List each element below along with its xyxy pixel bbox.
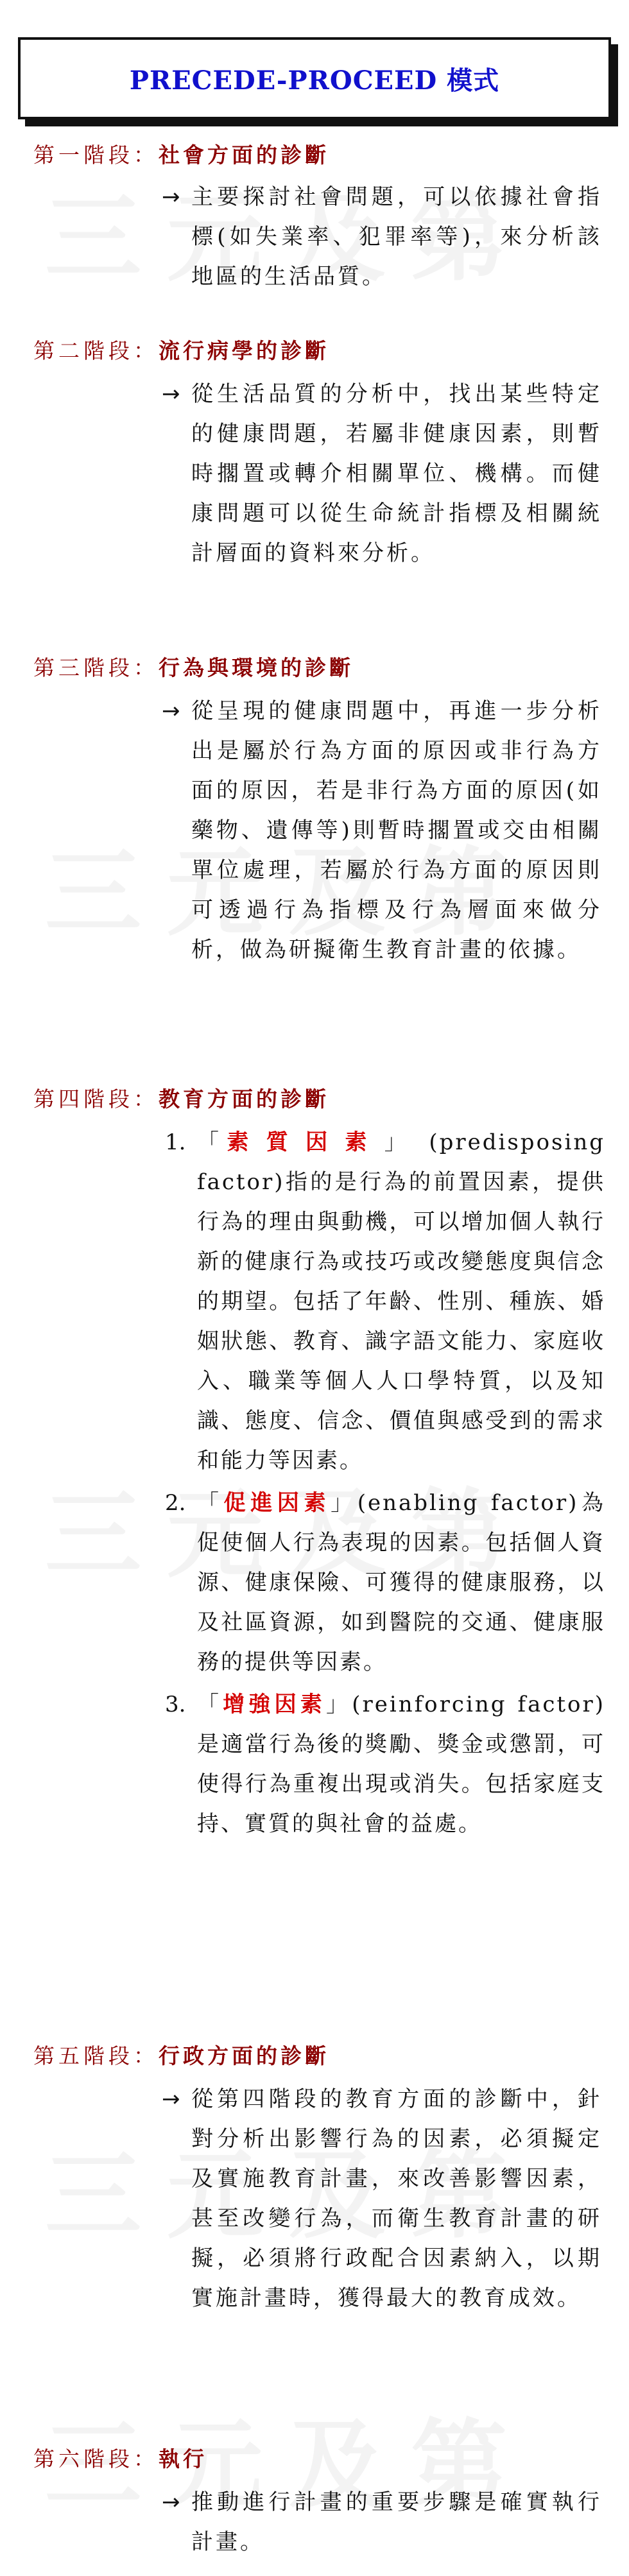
factor-close-bracket: 」 [325,1692,352,1717]
stage-text: 從生活品質的分析中，找出某些特定的健康問題，若屬非健康因素，則暫時擱置或轉介相關單位、機構。而健康問題可以從生命統計指標及相關統計層面的資料來分析。 [191,381,602,566]
factor-item-predisposing [165,1122,605,1481]
factor-english: (predisposing factor) [197,1129,606,1195]
title-box [18,37,611,119]
factor-number: 1. [165,1129,186,1155]
stage-label: 第四階段： [33,1086,159,1112]
stage-heading [33,1084,598,1115]
stage-description [162,374,602,573]
stage-label: 第五階段： [33,2043,159,2068]
arrow-right-icon: → [162,698,180,724]
factor-close-bracket: 」 [384,1129,415,1155]
stage-topic: 教育方面的診斷 [159,1086,329,1112]
stage-heading [33,2041,598,2072]
stage-text: 主要探討社會問題，可以依據社會指標(如失業率、犯罪率等)，來分析該地區的生活品質。 [191,184,602,289]
stage-description [162,177,602,296]
stage-1-section [33,140,602,296]
stage-label: 第三階段： [33,655,159,680]
factor-text: 是適當行為後的獎勵、獎金或懲罰，可使得行為重複出現或消失。包括家庭支持、實質的與社會的益處。 [197,1731,605,1837]
stage-label: 第二階段： [33,338,159,363]
factor-open-bracket: 「 [197,1490,224,1516]
factor-english: (enabling factor) [357,1490,579,1516]
stage-topic: 執行 [159,2446,207,2471]
stage-topic: 社會方面的診斷 [159,142,329,167]
factor-text: 指的是行為的前置因素，提供行為的理由與動機，可以增加個人執行新的健康行為或技巧或改變態度與信念的期望。包括了年齡、性別、種族、婚姻狀態、教育、識字語文能力、家庭收入、職業等個人人口學特質，以及知識、態度、信念、價值與感受到的需求和能力等因素。 [197,1169,605,1473]
factor-close-bracket: 」 [331,1490,358,1516]
factor-number: 3. [165,1692,186,1717]
factor-term: 促進因素 [223,1490,331,1516]
stage-topic: 行為與環境的診斷 [159,655,354,680]
stage-heading [33,653,598,683]
factor-text: 為促使個人行為表現的因素。包括個人資源、健康保險、可獲得的健康服務，以及社區資源，如到醫院的交通、健康服務的提供等因素。 [197,1490,606,1675]
stage-6-section [33,2444,602,2562]
stage-label: 第六階段： [33,2446,159,2471]
factor-open-bracket: 「 [197,1129,227,1155]
stage-text: 從呈現的健康問題中，再進一步分析出是屬於行為方面的原因或非行為方面的原因，若是非行為方面的原因(如藥物、遺傳等)則暫時擱置或交由相關單位處理，若屬於行為方面的原因則可透過行為指標及行為層面來做分析，做為研擬衛生教育計畫的依據。 [191,698,602,963]
factor-item-reinforcing [165,1685,605,1844]
stage-3-section [33,653,602,970]
arrow-right-icon: → [162,2086,180,2112]
stage-2-section [33,336,602,573]
stage-heading [33,2444,598,2475]
stage-4-section [33,1084,606,1844]
stage-label: 第一階段： [33,142,159,167]
document-title: PRECEDE-PROCEED 模式 [129,65,500,96]
arrow-right-icon: → [162,381,180,407]
factor-term: 增強因素 [223,1692,326,1717]
factor-english: (reinforcing factor) [352,1692,606,1717]
stage-description [162,2482,602,2562]
stage-text: 推動進行計畫的重要步驟是確實執行計畫。 [191,2489,602,2555]
stage-heading [33,336,598,366]
factor-term: 素質因素 [227,1129,384,1155]
stage-heading [33,140,598,171]
stage-topic: 行政方面的診斷 [159,2043,329,2068]
factor-open-bracket: 「 [197,1692,223,1717]
stage-text: 從第四階段的教育方面的診斷中，針對分析出影響行為的因素，必須擬定及實施教育計畫，來改善影響因素，甚至改變行為，而衛生教育計畫的研擬，必須將行政配合因素納入，以期實施計畫時，獲得最大的教育成效。 [191,2086,602,2311]
stage-5-section [33,2041,602,2318]
arrow-right-icon: → [162,2489,180,2515]
arrow-right-icon: → [162,184,180,210]
factor-item-enabling [165,1483,605,1682]
factor-number: 2. [165,1490,186,1516]
stage-description [162,691,602,970]
stage-topic: 流行病學的診斷 [159,338,329,363]
stage-description [162,2079,602,2318]
